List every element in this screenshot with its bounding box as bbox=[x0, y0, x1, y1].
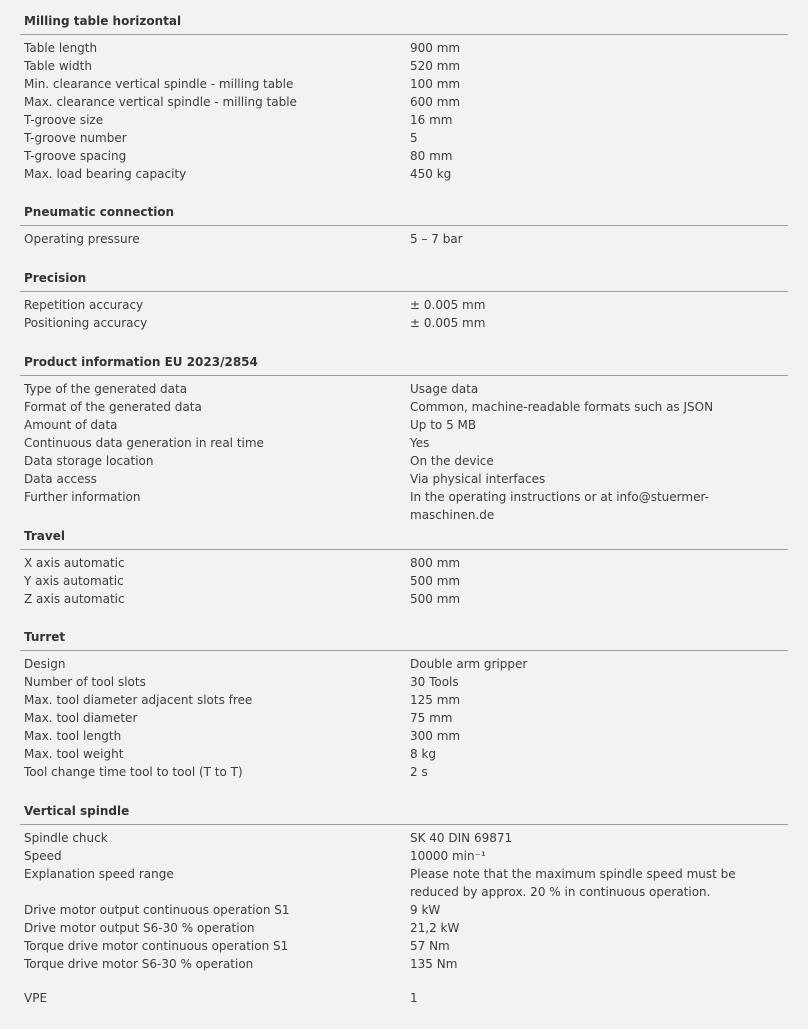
section-travel bbox=[20, 521, 788, 608]
spec-row-torque-s1 bbox=[20, 937, 788, 955]
spec-label: Y axis automatic bbox=[24, 574, 124, 588]
spec-label: Max. tool length bbox=[24, 729, 122, 743]
spec-label: Design bbox=[24, 657, 66, 671]
spec-row-design bbox=[20, 655, 788, 673]
spec-label: Max. clearance vertical spindle - milling table bbox=[24, 95, 297, 109]
spec-value: 30 Tools bbox=[410, 675, 459, 689]
section-title: Precision bbox=[20, 263, 788, 292]
spec-row-table-length bbox=[20, 39, 788, 57]
spec-label: Data access bbox=[24, 472, 97, 486]
spec-label: Speed bbox=[24, 849, 62, 863]
spec-row-operating-pressure bbox=[20, 230, 788, 248]
spec-label: Torque drive motor S6-30 % operation bbox=[24, 957, 254, 971]
spec-value: 8 kg bbox=[410, 747, 437, 761]
spec-label: Number of tool slots bbox=[24, 675, 146, 689]
spec-value: 100 mm bbox=[410, 77, 461, 91]
spec-row-vpe bbox=[20, 989, 788, 1007]
spec-row-storage-location bbox=[20, 452, 788, 470]
spec-value: Common, machine-readable formats such as JSON bbox=[410, 400, 714, 414]
spec-value: 5 bbox=[410, 131, 418, 145]
spec-value: ± 0.005 mm bbox=[410, 298, 486, 312]
spec-label: Data storage location bbox=[24, 454, 154, 468]
spec-row-max-clearance bbox=[20, 93, 788, 111]
spec-row-tool-length bbox=[20, 727, 788, 745]
spec-label: Tool change time tool to tool (T to T) bbox=[24, 765, 243, 779]
spec-value: Please note that the maximum spindle speed must be reduced by approx. 20 % in continuous operation. bbox=[410, 867, 736, 899]
spec-row-max-load bbox=[20, 165, 788, 183]
spec-value: 2 s bbox=[410, 765, 428, 779]
spec-value: 9 kW bbox=[410, 903, 441, 917]
spec-value: 16 mm bbox=[410, 113, 453, 127]
spec-label: Type of the generated data bbox=[24, 382, 188, 396]
spec-label: Operating pressure bbox=[24, 232, 140, 246]
spec-value: Via physical interfaces bbox=[410, 472, 546, 486]
spec-row-y-axis bbox=[20, 572, 788, 590]
spec-label: Format of the generated data bbox=[24, 400, 202, 414]
spec-value: 500 mm bbox=[410, 592, 461, 606]
spec-label: Spindle chuck bbox=[24, 831, 108, 845]
spec-label: T-groove size bbox=[24, 113, 104, 127]
spec-value: 80 mm bbox=[410, 149, 453, 163]
spec-label: T-groove number bbox=[24, 131, 127, 145]
spec-row-t-groove-size bbox=[20, 111, 788, 129]
section-pneumatic bbox=[20, 197, 788, 248]
spec-row-torque-s6 bbox=[20, 955, 788, 973]
section-title: Pneumatic connection bbox=[20, 197, 788, 226]
spec-value: 75 mm bbox=[410, 711, 453, 725]
spec-label: Max. tool weight bbox=[24, 747, 124, 761]
spec-label: T-groove spacing bbox=[24, 149, 127, 163]
spec-value: Usage data bbox=[410, 382, 479, 396]
spec-value: Yes bbox=[410, 436, 430, 450]
spec-value: 125 mm bbox=[410, 693, 461, 707]
spec-value: Up to 5 MB bbox=[410, 418, 477, 432]
spec-value: 21,2 kW bbox=[410, 921, 460, 935]
spec-row-motor-s1 bbox=[20, 901, 788, 919]
spec-value: Double arm gripper bbox=[410, 657, 528, 671]
spec-label: Table length bbox=[24, 41, 98, 55]
spec-row-min-clearance bbox=[20, 75, 788, 93]
spec-value: 5 – 7 bar bbox=[410, 232, 463, 246]
spec-value: 10000 min⁻¹ bbox=[410, 849, 486, 863]
spec-value: 450 kg bbox=[410, 167, 452, 181]
spec-label: Z axis automatic bbox=[24, 592, 125, 606]
spec-row-table-width bbox=[20, 57, 788, 75]
spec-label: Max. tool diameter bbox=[24, 711, 138, 725]
spec-label: Positioning accuracy bbox=[24, 316, 148, 330]
spec-row-data-amount bbox=[20, 416, 788, 434]
spec-row-tool-diameter bbox=[20, 709, 788, 727]
spec-label: X axis automatic bbox=[24, 556, 125, 570]
spec-value: 900 mm bbox=[410, 41, 461, 55]
spec-row-tool-slots bbox=[20, 673, 788, 691]
spec-row-speed-explanation bbox=[20, 865, 788, 901]
spec-row-tool-weight bbox=[20, 745, 788, 763]
spec-value: 300 mm bbox=[410, 729, 461, 743]
spec-value: 800 mm bbox=[410, 556, 461, 570]
spec-label: Drive motor output continuous operation S1 bbox=[24, 903, 290, 917]
spec-row-data-access bbox=[20, 470, 788, 488]
spec-row-tool-diameter-adjacent bbox=[20, 691, 788, 709]
spec-row-z-axis bbox=[20, 590, 788, 608]
spec-row-tool-change-time bbox=[20, 763, 788, 781]
section-product-info bbox=[20, 347, 788, 522]
spec-value: In the operating instructions or at info@stuermer-maschinen.de bbox=[410, 490, 709, 522]
spec-row-speed bbox=[20, 847, 788, 865]
spec-row-t-groove-spacing bbox=[20, 147, 788, 165]
spec-row-x-axis bbox=[20, 554, 788, 572]
spec-value: SK 40 DIN 69871 bbox=[410, 831, 513, 845]
spec-label: Repetition accuracy bbox=[24, 298, 144, 312]
spec-row-t-groove-number bbox=[20, 129, 788, 147]
spec-label: Max. load bearing capacity bbox=[24, 167, 187, 181]
spec-value: ± 0.005 mm bbox=[410, 316, 486, 330]
section-turret bbox=[20, 622, 788, 781]
spec-value: On the device bbox=[410, 454, 494, 468]
spec-value: 1 bbox=[410, 991, 418, 1005]
spec-row-further-info bbox=[20, 488, 788, 522]
spec-row-data-type bbox=[20, 380, 788, 398]
spec-row-data-format bbox=[20, 398, 788, 416]
spec-label: Explanation speed range bbox=[24, 867, 174, 881]
spec-value: 520 mm bbox=[410, 59, 461, 73]
spec-label: Max. tool diameter adjacent slots free bbox=[24, 693, 253, 707]
section-milling-table bbox=[20, 6, 788, 183]
spec-label: Torque drive motor continuous operation S1 bbox=[24, 939, 289, 953]
spec-value: 500 mm bbox=[410, 574, 461, 588]
spec-row-spindle-chuck bbox=[20, 829, 788, 847]
spec-row-positioning-accuracy bbox=[20, 314, 788, 332]
section-title: Milling table horizontal bbox=[20, 6, 788, 35]
spec-value: 57 Nm bbox=[410, 939, 450, 953]
spec-row-realtime bbox=[20, 434, 788, 452]
spec-value: 600 mm bbox=[410, 95, 461, 109]
section-title: Product information EU 2023/2854 bbox=[20, 347, 788, 376]
spec-label: VPE bbox=[24, 991, 48, 1005]
section-precision bbox=[20, 263, 788, 332]
spec-label: Table width bbox=[24, 59, 92, 73]
spec-label: Further information bbox=[24, 490, 141, 504]
section-title: Turret bbox=[20, 622, 788, 651]
spec-row-repetition-accuracy bbox=[20, 296, 788, 314]
spec-label: Continuous data generation in real time bbox=[24, 436, 264, 450]
section-title: Vertical spindle bbox=[20, 796, 788, 825]
section-vertical-spindle bbox=[20, 796, 788, 973]
spec-label: Amount of data bbox=[24, 418, 118, 432]
spec-label: Drive motor output S6-30 % operation bbox=[24, 921, 255, 935]
spec-value: 135 Nm bbox=[410, 957, 458, 971]
spec-row-motor-s6 bbox=[20, 919, 788, 937]
section-title: Travel bbox=[20, 521, 788, 550]
spec-label: Min. clearance vertical spindle - milling table bbox=[24, 77, 294, 91]
